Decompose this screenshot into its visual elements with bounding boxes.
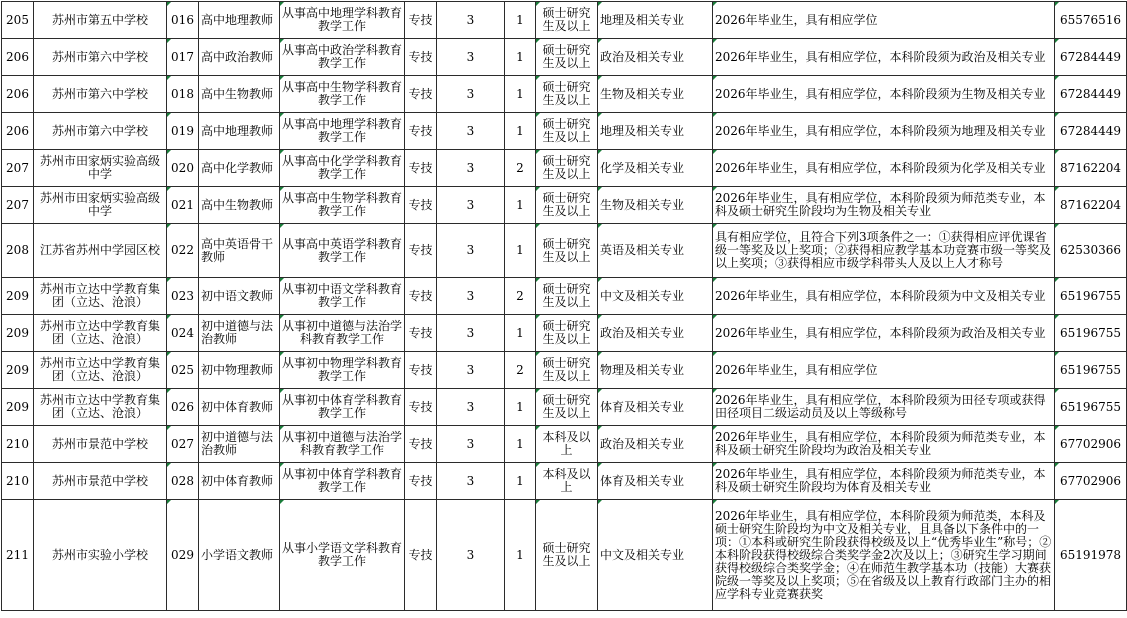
table-row <box>2 389 1127 426</box>
cell-post-type: 专技 <box>405 389 437 426</box>
cell-school: 苏州市第六中学校 <box>34 113 167 150</box>
table-row <box>2 352 1127 389</box>
cell-post-type: 专技 <box>405 150 437 187</box>
cell-post-type: 专技 <box>405 426 437 463</box>
cell-count: 1 <box>505 389 536 426</box>
cell-conditions: 2026年毕业生，具有相应学位，本科阶段须为地理及相关专业 <box>713 113 1055 150</box>
cell-post-name: 初中物理教师 <box>199 352 280 389</box>
cell-post-name: 高中英语骨干教师 <box>199 224 280 278</box>
cell-major: 化学及相关专业 <box>598 150 713 187</box>
cell-level: 3 <box>437 315 505 352</box>
cell-phone: 87162204 <box>1055 150 1127 187</box>
cell-conditions: 2026年毕业生，具有相应学位，本科阶段须为生物及相关专业 <box>713 76 1055 113</box>
cell-major: 地理及相关专业 <box>598 2 713 39</box>
cell-level: 3 <box>437 224 505 278</box>
cell-phone: 62530366 <box>1055 224 1127 278</box>
cell-major: 体育及相关专业 <box>598 463 713 500</box>
cell-major: 地理及相关专业 <box>598 113 713 150</box>
cell-school: 苏州市实验小学校 <box>34 500 167 611</box>
cell-education: 硕士研究生及以上 <box>536 39 598 76</box>
cell-level: 3 <box>437 187 505 224</box>
cell-school: 苏州市第六中学校 <box>34 76 167 113</box>
cell-conditions: 2026年毕业生，具有相应学位，本科阶段须为师范类专业，本科及硕士研究生阶段均为生物及相关专业 <box>713 187 1055 224</box>
cell-level: 3 <box>437 39 505 76</box>
cell-education: 硕士研究生及以上 <box>536 352 598 389</box>
cell-post-code: 019 <box>167 113 199 150</box>
cell-post-name: 初中体育教师 <box>199 463 280 500</box>
table-row <box>2 463 1127 500</box>
cell-count: 1 <box>505 224 536 278</box>
cell-education: 硕士研究生及以上 <box>536 224 598 278</box>
cell-post-name: 初中道德与法治教师 <box>199 315 280 352</box>
cell-post-type: 专技 <box>405 113 437 150</box>
table-row <box>2 224 1127 278</box>
table-body <box>2 2 1127 611</box>
cell-post-code: 027 <box>167 426 199 463</box>
cell-major: 中文及相关专业 <box>598 278 713 315</box>
cell-level: 3 <box>437 352 505 389</box>
cell-major: 体育及相关专业 <box>598 389 713 426</box>
cell-count: 1 <box>505 113 536 150</box>
cell-post-code: 022 <box>167 224 199 278</box>
cell-post-code: 026 <box>167 389 199 426</box>
cell-level: 3 <box>437 76 505 113</box>
cell-duty: 从事初中道德与法治学科教育教学工作 <box>280 426 405 463</box>
cell-count: 1 <box>505 76 536 113</box>
cell-conditions: 2026年毕业生，具有相应学位 <box>713 352 1055 389</box>
cell-seq-no: 205 <box>2 2 34 39</box>
cell-seq-no: 210 <box>2 426 34 463</box>
cell-major: 中文及相关专业 <box>598 500 713 611</box>
cell-post-code: 020 <box>167 150 199 187</box>
table-row <box>2 315 1127 352</box>
cell-level: 3 <box>437 500 505 611</box>
cell-post-type: 专技 <box>405 352 437 389</box>
cell-phone: 67284449 <box>1055 113 1127 150</box>
cell-post-code: 029 <box>167 500 199 611</box>
cell-phone: 65196755 <box>1055 278 1127 315</box>
cell-post-type: 专技 <box>405 39 437 76</box>
cell-post-type: 专技 <box>405 76 437 113</box>
cell-duty: 从事初中体育学科教育教学工作 <box>280 389 405 426</box>
cell-duty: 从事初中道德与法治学科教育教学工作 <box>280 315 405 352</box>
cell-seq-no: 209 <box>2 352 34 389</box>
cell-conditions: 2026年毕业生，具有相应学位，本科阶段须为化学及相关专业 <box>713 150 1055 187</box>
cell-conditions: 2026年毕业生，具有相应学位，本科阶段须为师范类，本科及硕士研究生阶段均为中文及相关专业，且具备以下条件中的一项：①本科或研究生阶段获得校级及以上“优秀毕业生”称号；②本科阶段获得校级综合类奖学金2次及以上；③研究生学习期间获得校级综合类奖学金；④在师范生教学基本功（技能）大赛获院级一等奖及以上奖项；⑤在省级及以上教育行政部门主办的相应学科专业竞赛获奖 <box>713 500 1055 611</box>
cell-major: 政治及相关专业 <box>598 315 713 352</box>
cell-level: 3 <box>437 463 505 500</box>
cell-major: 政治及相关专业 <box>598 426 713 463</box>
cell-conditions: 2026年毕业生，具有相应学位，本科阶段须为中文及相关专业 <box>713 278 1055 315</box>
cell-phone: 67702906 <box>1055 426 1127 463</box>
cell-count: 2 <box>505 278 536 315</box>
cell-phone: 65576516 <box>1055 2 1127 39</box>
cell-duty: 从事初中语文学科教育教学工作 <box>280 278 405 315</box>
cell-duty: 从事初中物理学科教育教学工作 <box>280 352 405 389</box>
table-row <box>2 187 1127 224</box>
table-row <box>2 426 1127 463</box>
cell-post-type: 专技 <box>405 2 437 39</box>
cell-post-name: 高中地理教师 <box>199 113 280 150</box>
cell-phone: 87162204 <box>1055 187 1127 224</box>
cell-education: 硕士研究生及以上 <box>536 113 598 150</box>
cell-school: 苏州市景范中学校 <box>34 463 167 500</box>
cell-seq-no: 209 <box>2 315 34 352</box>
cell-conditions: 2026年毕业生，具有相应学位，本科阶段须为师范类专业，本科及硕士研究生阶段均为体育及相关专业 <box>713 463 1055 500</box>
cell-phone: 67284449 <box>1055 39 1127 76</box>
cell-phone: 65196755 <box>1055 315 1127 352</box>
cell-post-name: 高中化学教师 <box>199 150 280 187</box>
cell-seq-no: 209 <box>2 389 34 426</box>
cell-duty: 从事高中英语学科教育教学工作 <box>280 224 405 278</box>
cell-conditions: 具有相应学位，且符合下列3项条件之一：①获得相应评优课省级一等奖及以上奖项；②获得相应教学基本功竞赛市级一等奖及以上奖项；③获得相应市级学科带头人及以上人才称号 <box>713 224 1055 278</box>
cell-level: 3 <box>437 150 505 187</box>
cell-school: 苏州市第五中学校 <box>34 2 167 39</box>
table-row <box>2 2 1127 39</box>
cell-phone: 65196755 <box>1055 389 1127 426</box>
cell-level: 3 <box>437 389 505 426</box>
cell-post-code: 018 <box>167 76 199 113</box>
cell-conditions: 2026年毕业生，具有相应学位，本科阶段须为政治及相关专业 <box>713 315 1055 352</box>
cell-post-name: 高中政治教师 <box>199 39 280 76</box>
cell-count: 1 <box>505 39 536 76</box>
cell-duty: 从事高中地理学科教育教学工作 <box>280 113 405 150</box>
cell-seq-no: 206 <box>2 76 34 113</box>
cell-count: 1 <box>505 2 536 39</box>
cell-education: 硕士研究生及以上 <box>536 278 598 315</box>
cell-major: 物理及相关专业 <box>598 352 713 389</box>
cell-seq-no: 206 <box>2 113 34 150</box>
table-row <box>2 150 1127 187</box>
cell-seq-no: 207 <box>2 150 34 187</box>
cell-post-code: 016 <box>167 2 199 39</box>
cell-post-name: 初中语文教师 <box>199 278 280 315</box>
cell-duty: 从事高中生物学科教育教学工作 <box>280 76 405 113</box>
cell-school: 苏州市田家炳实验高级中学 <box>34 150 167 187</box>
cell-education: 硕士研究生及以上 <box>536 500 598 611</box>
cell-post-code: 017 <box>167 39 199 76</box>
cell-seq-no: 210 <box>2 463 34 500</box>
table-row <box>2 39 1127 76</box>
cell-conditions: 2026年毕业生，具有相应学位 <box>713 2 1055 39</box>
recruitment-table <box>1 1 1127 611</box>
cell-conditions: 2026年毕业生，具有相应学位，本科阶段须为田径专项或获得田径项目二级运动员及以上等级称号 <box>713 389 1055 426</box>
cell-count: 2 <box>505 150 536 187</box>
cell-count: 2 <box>505 352 536 389</box>
cell-level: 3 <box>437 2 505 39</box>
cell-education: 硕士研究生及以上 <box>536 76 598 113</box>
table-row <box>2 500 1127 611</box>
cell-post-type: 专技 <box>405 315 437 352</box>
cell-count: 1 <box>505 500 536 611</box>
cell-level: 3 <box>437 113 505 150</box>
cell-education: 本科及以上 <box>536 426 598 463</box>
cell-major: 生物及相关专业 <box>598 76 713 113</box>
cell-duty: 从事高中地理学科教育教学工作 <box>280 2 405 39</box>
cell-phone: 65191978 <box>1055 500 1127 611</box>
cell-count: 1 <box>505 187 536 224</box>
cell-post-type: 专技 <box>405 224 437 278</box>
cell-school: 江苏省苏州中学园区校 <box>34 224 167 278</box>
cell-level: 3 <box>437 278 505 315</box>
cell-education: 硕士研究生及以上 <box>536 315 598 352</box>
cell-post-type: 专技 <box>405 278 437 315</box>
cell-seq-no: 207 <box>2 187 34 224</box>
cell-duty: 从事高中政治学科教育教学工作 <box>280 39 405 76</box>
cell-school: 苏州市田家炳实验高级中学 <box>34 187 167 224</box>
cell-seq-no: 206 <box>2 39 34 76</box>
cell-school: 苏州市立达中学教育集团（立达、沧浪） <box>34 389 167 426</box>
cell-level: 3 <box>437 426 505 463</box>
cell-post-name: 初中体育教师 <box>199 389 280 426</box>
table-row <box>2 76 1127 113</box>
cell-phone: 67702906 <box>1055 463 1127 500</box>
cell-major: 生物及相关专业 <box>598 187 713 224</box>
cell-education: 本科及以上 <box>536 463 598 500</box>
cell-major: 政治及相关专业 <box>598 39 713 76</box>
cell-duty: 从事小学语文学科教育教学工作 <box>280 500 405 611</box>
cell-education: 硕士研究生及以上 <box>536 389 598 426</box>
cell-post-type: 专技 <box>405 463 437 500</box>
table-row <box>2 113 1127 150</box>
cell-post-code: 025 <box>167 352 199 389</box>
cell-post-name: 高中生物教师 <box>199 187 280 224</box>
cell-duty: 从事高中生物学科教育教学工作 <box>280 187 405 224</box>
cell-school: 苏州市第六中学校 <box>34 39 167 76</box>
cell-count: 1 <box>505 426 536 463</box>
cell-school: 苏州市景范中学校 <box>34 426 167 463</box>
cell-conditions: 2026年毕业生，具有相应学位，本科阶段须为政治及相关专业 <box>713 39 1055 76</box>
cell-post-type: 专技 <box>405 500 437 611</box>
cell-conditions: 2026年毕业生，具有相应学位，本科阶段须为师范类专业，本科及硕士研究生阶段均为政治及相关专业 <box>713 426 1055 463</box>
cell-count: 1 <box>505 315 536 352</box>
cell-school: 苏州市立达中学教育集团（立达、沧浪） <box>34 352 167 389</box>
cell-post-name: 高中生物教师 <box>199 76 280 113</box>
cell-phone: 67284449 <box>1055 76 1127 113</box>
cell-post-code: 024 <box>167 315 199 352</box>
cell-seq-no: 208 <box>2 224 34 278</box>
cell-post-name: 初中道德与法治教师 <box>199 426 280 463</box>
cell-post-code: 021 <box>167 187 199 224</box>
cell-post-name: 高中地理教师 <box>199 2 280 39</box>
cell-seq-no: 211 <box>2 500 34 611</box>
cell-education: 硕士研究生及以上 <box>536 187 598 224</box>
cell-phone: 65196755 <box>1055 352 1127 389</box>
cell-school: 苏州市立达中学教育集团（立达、沧浪） <box>34 278 167 315</box>
cell-education: 硕士研究生及以上 <box>536 2 598 39</box>
cell-post-type: 专技 <box>405 187 437 224</box>
cell-education: 硕士研究生及以上 <box>536 150 598 187</box>
cell-duty: 从事初中体育学科教育教学工作 <box>280 463 405 500</box>
table-row <box>2 278 1127 315</box>
cell-seq-no: 209 <box>2 278 34 315</box>
cell-post-code: 028 <box>167 463 199 500</box>
cell-count: 1 <box>505 463 536 500</box>
cell-post-code: 023 <box>167 278 199 315</box>
cell-school: 苏州市立达中学教育集团（立达、沧浪） <box>34 315 167 352</box>
cell-major: 英语及相关专业 <box>598 224 713 278</box>
cell-duty: 从事高中化学学科教育教学工作 <box>280 150 405 187</box>
cell-post-name: 小学语文教师 <box>199 500 280 611</box>
